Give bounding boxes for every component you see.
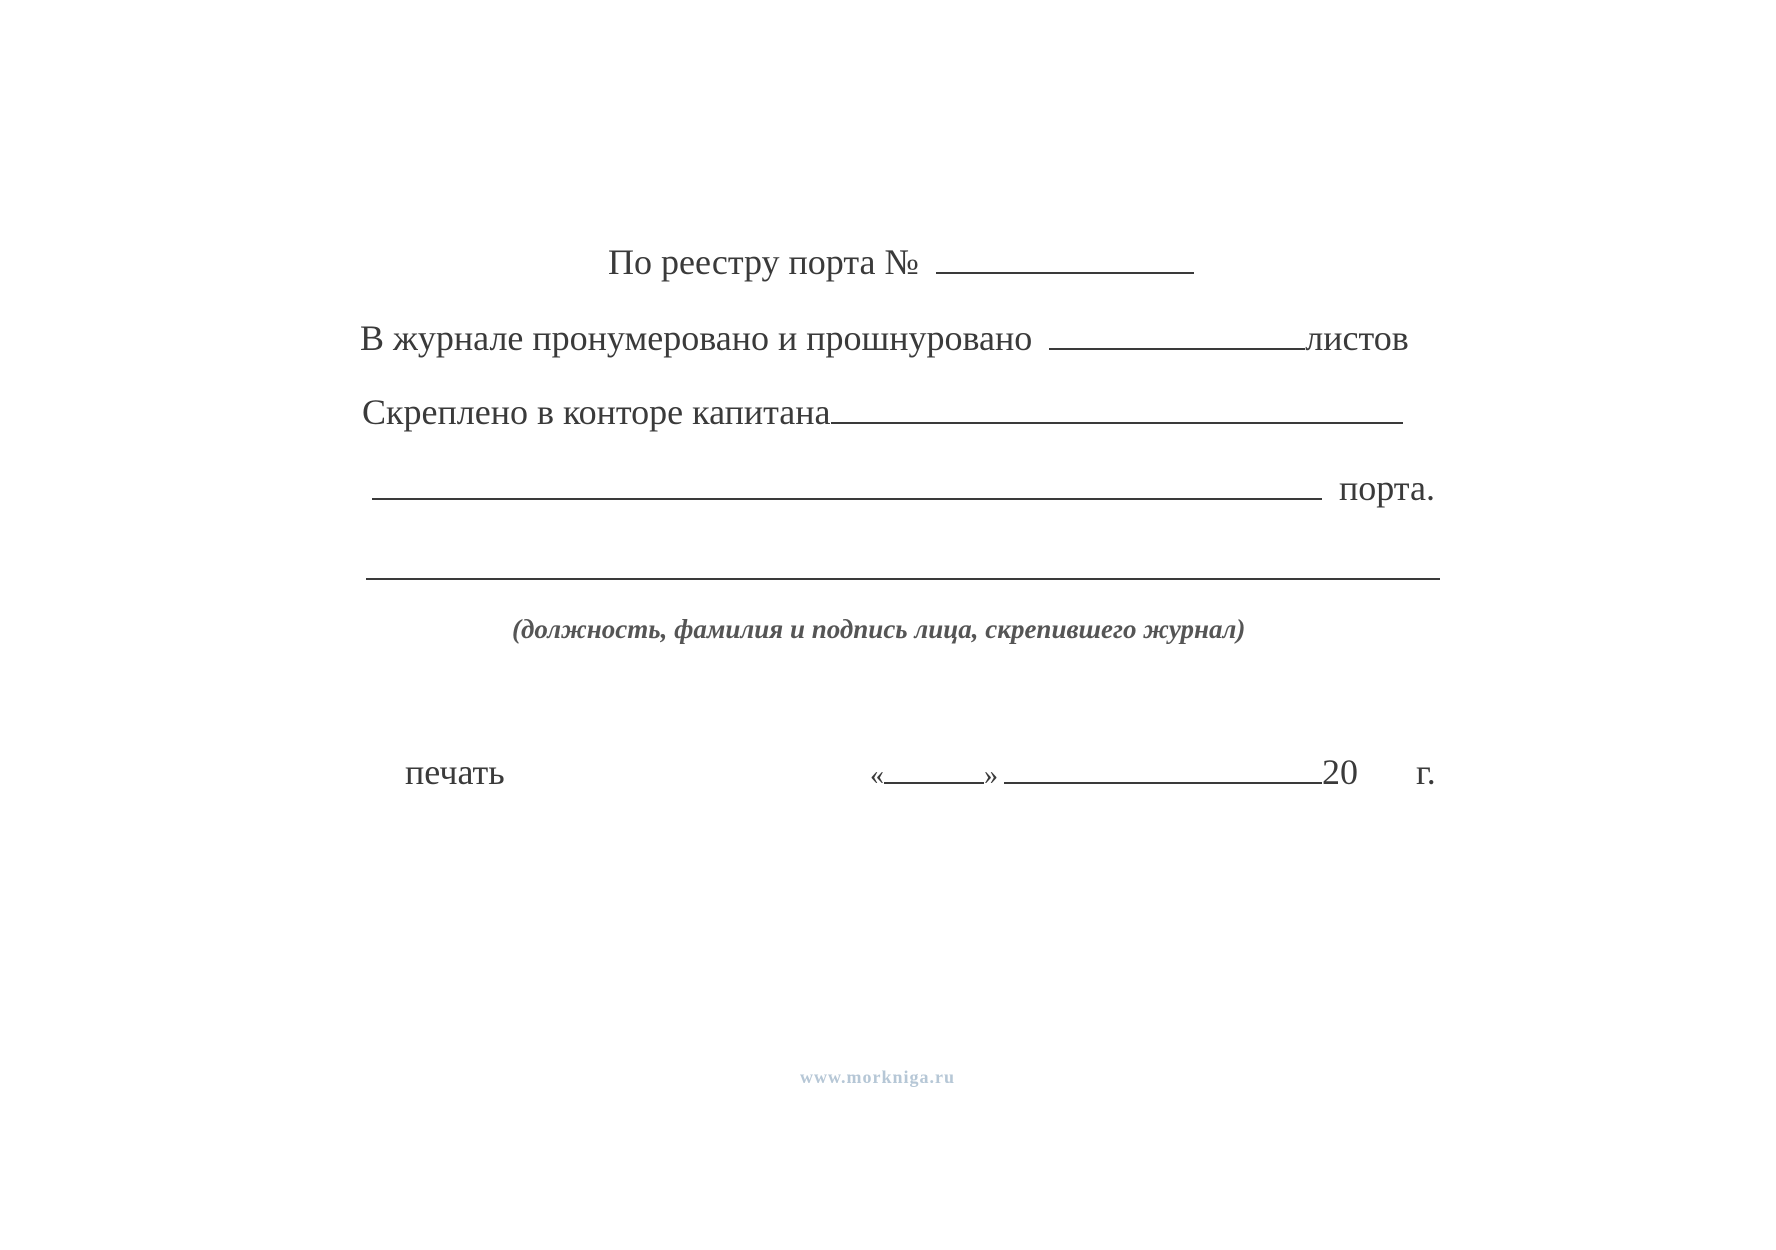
year-prefix: 20 [1322, 752, 1358, 792]
date-line [870, 750, 1436, 794]
year-blank [1367, 752, 1407, 784]
journal-pages-line [360, 316, 1409, 360]
captain-office-blank [831, 392, 1403, 424]
month-blank [1004, 752, 1322, 784]
watermark: www.morkniga.ru [800, 1067, 956, 1087]
pages-count-blank [1049, 318, 1305, 350]
registry-line [608, 240, 1194, 284]
port-line [372, 466, 1435, 510]
signature-caption: (должность, фамилия и подпись лица, скрепившего журнал) [512, 614, 1246, 644]
fastened-label: Скреплено в конторе капитана [362, 392, 831, 432]
signature-blank [366, 578, 1440, 580]
year-suffix: г. [1416, 752, 1436, 792]
fastened-line [362, 390, 1403, 434]
journal-suffix: листов [1305, 318, 1409, 358]
date-open-quote: « [870, 760, 884, 791]
date-close-quote: » [984, 760, 998, 791]
registry-number-blank [936, 242, 1194, 274]
journal-prefix: В журнале пронумеровано и прошнуровано [360, 318, 1033, 358]
port-suffix: порта. [1339, 468, 1435, 508]
seal-label: печать [405, 752, 505, 792]
port-name-blank [372, 468, 1322, 500]
registry-label: По реестру порта № [608, 242, 919, 282]
day-blank [884, 752, 984, 784]
